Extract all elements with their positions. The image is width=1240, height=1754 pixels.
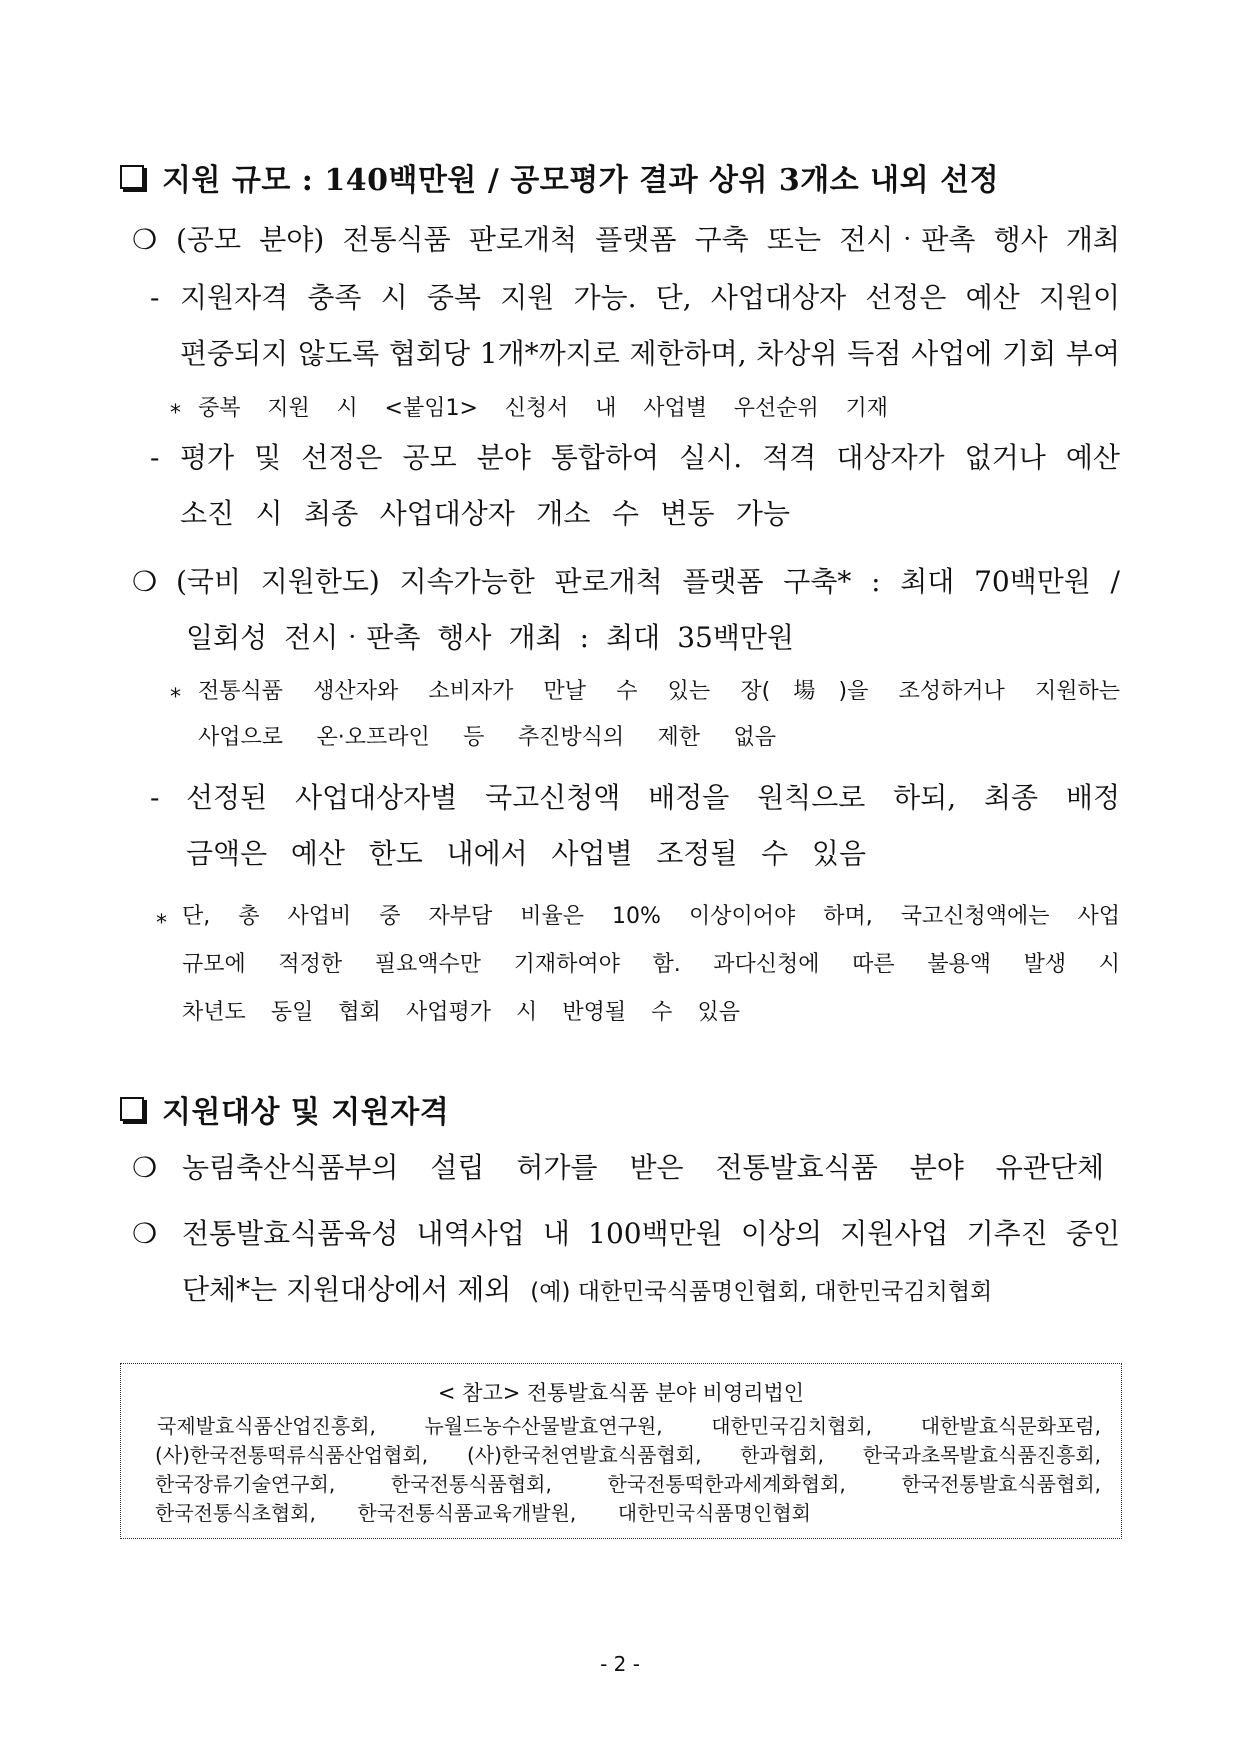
- bullet-text: (국비 지원한도) 지속가능한 판로개척 플랫폼 구축* : 최대 70백만원 /: [176, 565, 1120, 598]
- dash-duplicate-support-line1: [180, 278, 1120, 318]
- dash-allocation-line2: [186, 834, 866, 874]
- circle-bullet-icon: ❍: [132, 1217, 158, 1250]
- bullet-example-text: (예) 대한민국식품명인협회, 대한민국김치협회: [530, 1279, 993, 1305]
- bullet-contest-field: [176, 220, 1120, 260]
- bullet-eligible-organizations: [182, 1148, 1104, 1188]
- dash-text: 소진 시 최종 사업대상자 개소 수 변동 가능: [180, 497, 790, 530]
- note-platform-line2: [198, 722, 776, 754]
- dash-text: 선정된 사업대상자별 국고신청액 배정을 원칙으로 하되, 최종 배정: [186, 781, 1120, 814]
- note-self-funding-line1: [182, 901, 1120, 933]
- reference-box: [120, 1363, 1122, 1539]
- bullet-text: 단체*는 지원대상에서 제외: [182, 1273, 512, 1306]
- bullet-funding-limit-line2: [186, 618, 794, 658]
- reference-line: (사)한국전통떡류식품산업협회, (사)한국천연발효식품협회, 한과협회, 한국과초목발효식품진흥회,: [155, 1443, 1101, 1467]
- dash-text: 지원자격 충족 시 중복 지원 가능. 단, 사업대상자 선정은 예산 지원이: [180, 281, 1120, 314]
- note-text: 전통식품 생산자와 소비자가 만날 수 있는 장(場)을 조성하거나 지원하는: [198, 679, 1120, 704]
- note-text: 중복 지원 시 <붙임1> 신청서 내 사업별 우선순위 기재: [198, 396, 888, 421]
- bullet-text: (공모 분야) 전통식품 판로개척 플랫폼 구축 또는 전시‧판촉 행사 개최: [176, 223, 1120, 256]
- dash-text: 편중되지 않도록 협회당 1개*까지로 제한하며, 차상위 득점 사업에 기회 부여: [180, 337, 1120, 370]
- asterisk-marker: *: [170, 685, 181, 710]
- note-self-funding-line3: [182, 997, 740, 1029]
- circle-bullet-icon: ❍: [132, 223, 158, 256]
- note-text: 사업으로 온·오프라인 등 추진방식의 제한 없음: [198, 725, 776, 750]
- bullet-text: 일회성 전시‧판촉 행사 개최 : 최대 35백만원: [186, 621, 794, 654]
- circle-bullet-icon: ❍: [132, 565, 158, 598]
- reference-title: < 참고> 전통발효식품 분야 비영리법인: [437, 1381, 805, 1405]
- bullet-exclusion-line2: [182, 1270, 992, 1312]
- dash-marker: -: [150, 441, 160, 474]
- dash-allocation-line1: [186, 778, 1120, 818]
- dash-marker: -: [150, 281, 160, 314]
- note-self-funding-line2: [182, 949, 1120, 981]
- bullet-funding-limit-line1: [176, 562, 1120, 602]
- asterisk-marker: *: [156, 911, 167, 936]
- section-heading-support-scale: [162, 155, 1062, 199]
- dash-duplicate-support-line2: [180, 334, 1120, 374]
- dash-evaluation-line2: [180, 494, 790, 534]
- dash-evaluation-line1: [180, 438, 1120, 478]
- dash-text: 평가 및 선정은 공모 분야 통합하여 실시. 적격 대상자가 없거나 예산: [180, 441, 1120, 474]
- page-number: - 2 -: [600, 1652, 640, 1676]
- asterisk-marker: *: [170, 401, 181, 426]
- note-text: 차년도 동일 협회 사업평가 시 반영될 수 있음: [182, 1000, 740, 1025]
- circle-bullet-icon: ❍: [132, 1151, 158, 1184]
- bullet-text: 전통발효식품육성 내역사업 내 100백만원 이상의 지원사업 기추진 중인: [182, 1217, 1120, 1250]
- note-platform-line1: [198, 676, 1120, 708]
- reference-line: 국제발효식품산업진흥회, 뉴월드농수산물발효연구원, 대한민국김치협회, 대한발효식문화포럼,: [157, 1414, 1101, 1438]
- dash-text: 금액은 예산 한도 내에서 사업별 조정될 수 있음: [186, 837, 866, 870]
- dash-marker: -: [150, 781, 160, 814]
- box-bullet-icon: [120, 165, 144, 189]
- note-priority: [198, 393, 888, 425]
- bullet-text: 농림축산식품부의 설립 허가를 받은 전통발효식품 분야 유관단체: [182, 1151, 1104, 1184]
- bullet-exclusion-line1: [182, 1214, 1120, 1254]
- section-heading-text: 지원대상 및 지원자격: [162, 1095, 450, 1130]
- reference-line: 한국전통식초협회, 한국전통식품교육개발원, 대한민국식품명인협회: [155, 1501, 811, 1525]
- reference-line: 한국장류기술연구회, 한국전통식품협회, 한국전통떡한과세계화협회, 한국전통발효식품협회,: [155, 1472, 1101, 1496]
- note-text: 규모에 적정한 필요액수만 기재하여야 함. 과다신청에 따른 불용액 발생 시: [182, 952, 1120, 977]
- box-bullet-icon: [120, 1097, 144, 1121]
- section-heading-text: 지원 규모 : 140백만원 / 공모평가 결과 상위 3개소 내외 선정: [162, 163, 1000, 198]
- note-text: 단, 총 사업비 중 자부담 비율은 10% 이상이어야 하며, 국고신청액에는 사업: [182, 904, 1120, 929]
- section-heading-eligibility: [162, 1087, 449, 1131]
